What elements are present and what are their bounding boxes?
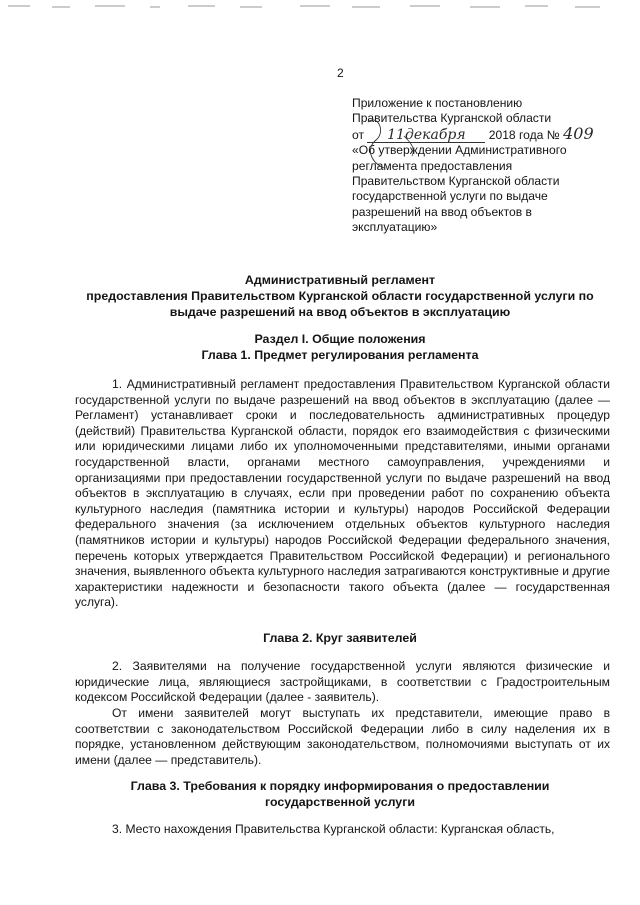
chapter-1-title: Глава 1. Предмет регулирования регламента	[201, 348, 479, 362]
handwritten-number: 409	[563, 123, 594, 143]
chapter-3-title	[60, 778, 620, 810]
date-prefix: от	[352, 127, 364, 142]
section-heading	[60, 331, 620, 363]
appendix-block	[352, 96, 632, 236]
appendix-date-line	[352, 123, 632, 143]
title-line-3: выдаче разрешений на ввод объектов в эксплуатацию	[169, 305, 511, 319]
appendix-subject-2: регламента предоставления	[352, 158, 513, 173]
page-number: 2	[337, 66, 344, 80]
section-title: Раздел I. Общие положения	[254, 332, 426, 346]
paragraph-1: 1. Административный регламент предоставления Правительством Курганской области государственной услуги по выдаче разрешений на ввод объектов в эксплуатацию (далее — Регламент) устанавливает сроки и последовательность административных процедур (действий) Правительства Курганской области, порядок его взаимодействия с физическими или юридическими лицами либо их уполномоченными представителями, иными органами государственной власти, органами местного самоуправления, учреждениями и организациями при предоставлении государственной услуги по выдаче разрешений на ввод объектов в эксплуатацию в случаях, если при проведении работ по сохранению объекта культурного наследия (памятника истории и культуры) народов Российской Федерации федерального значения (за исключением отдельных объектов культурного наследия (памятников истории и культуры) народов Российской Федерации федерального значения, перечень которых утверждается Правительством Российской Федерации) и регионального значения, выявленного объекта культурного наследия затрагиваются конструктивные и другие характеристики надежности и безопасности такого объекта (далее — государственная услуга).	[75, 377, 610, 610]
date-suffix: 2018 года №	[488, 127, 560, 142]
document-title	[60, 272, 620, 320]
appendix-subject-4: государственной услуги по выдаче	[352, 189, 548, 204]
appendix-subject-3: Правительством Курганской области	[352, 174, 560, 189]
handwritten-date: 11декабря	[367, 129, 485, 143]
paragraph-2-representatives: От имени заявителей могут выступать их представители, имеющие право в соответствии с законодательством Российской Федерации либо в силу наделения их в порядке, установленном действующим законодательством, полномочиями выступать от их имени (далее — представитель).	[75, 706, 610, 767]
appendix-line-2: Правительства Курганской области	[352, 111, 552, 126]
chapter-3-title-line-2: государственной услуги	[265, 795, 415, 809]
paragraph-2: 2. Заявителями на получение государственной услуги являются физические и юридические лица, являющиеся застройщиками, в соответствии с Градостроительным кодексом Российской Федерации (далее - заявитель).	[75, 659, 610, 705]
chapter-3-title-line-1: Глава 3. Требования к порядку информирования о предоставлении	[130, 779, 550, 793]
title-line-2: предоставления Правительством Курганской области государственной услуги по	[86, 289, 594, 303]
appendix-subject-5: разрешений на ввод объектов в	[352, 204, 532, 219]
appendix-subject-1: «Об утверждении Административного	[352, 143, 567, 158]
paragraph-3: 3. Место нахождения Правительства Курганской области: Курганская область,	[112, 822, 555, 836]
appendix-subject-6: эксплуатацию»	[352, 220, 438, 235]
scan-edge-noise	[0, 0, 640, 12]
chapter-2-title: Глава 2. Круг заявителей	[263, 631, 417, 645]
title-line-1: Административный регламент	[244, 273, 436, 287]
appendix-line-1: Приложение к постановлению	[352, 96, 523, 110]
